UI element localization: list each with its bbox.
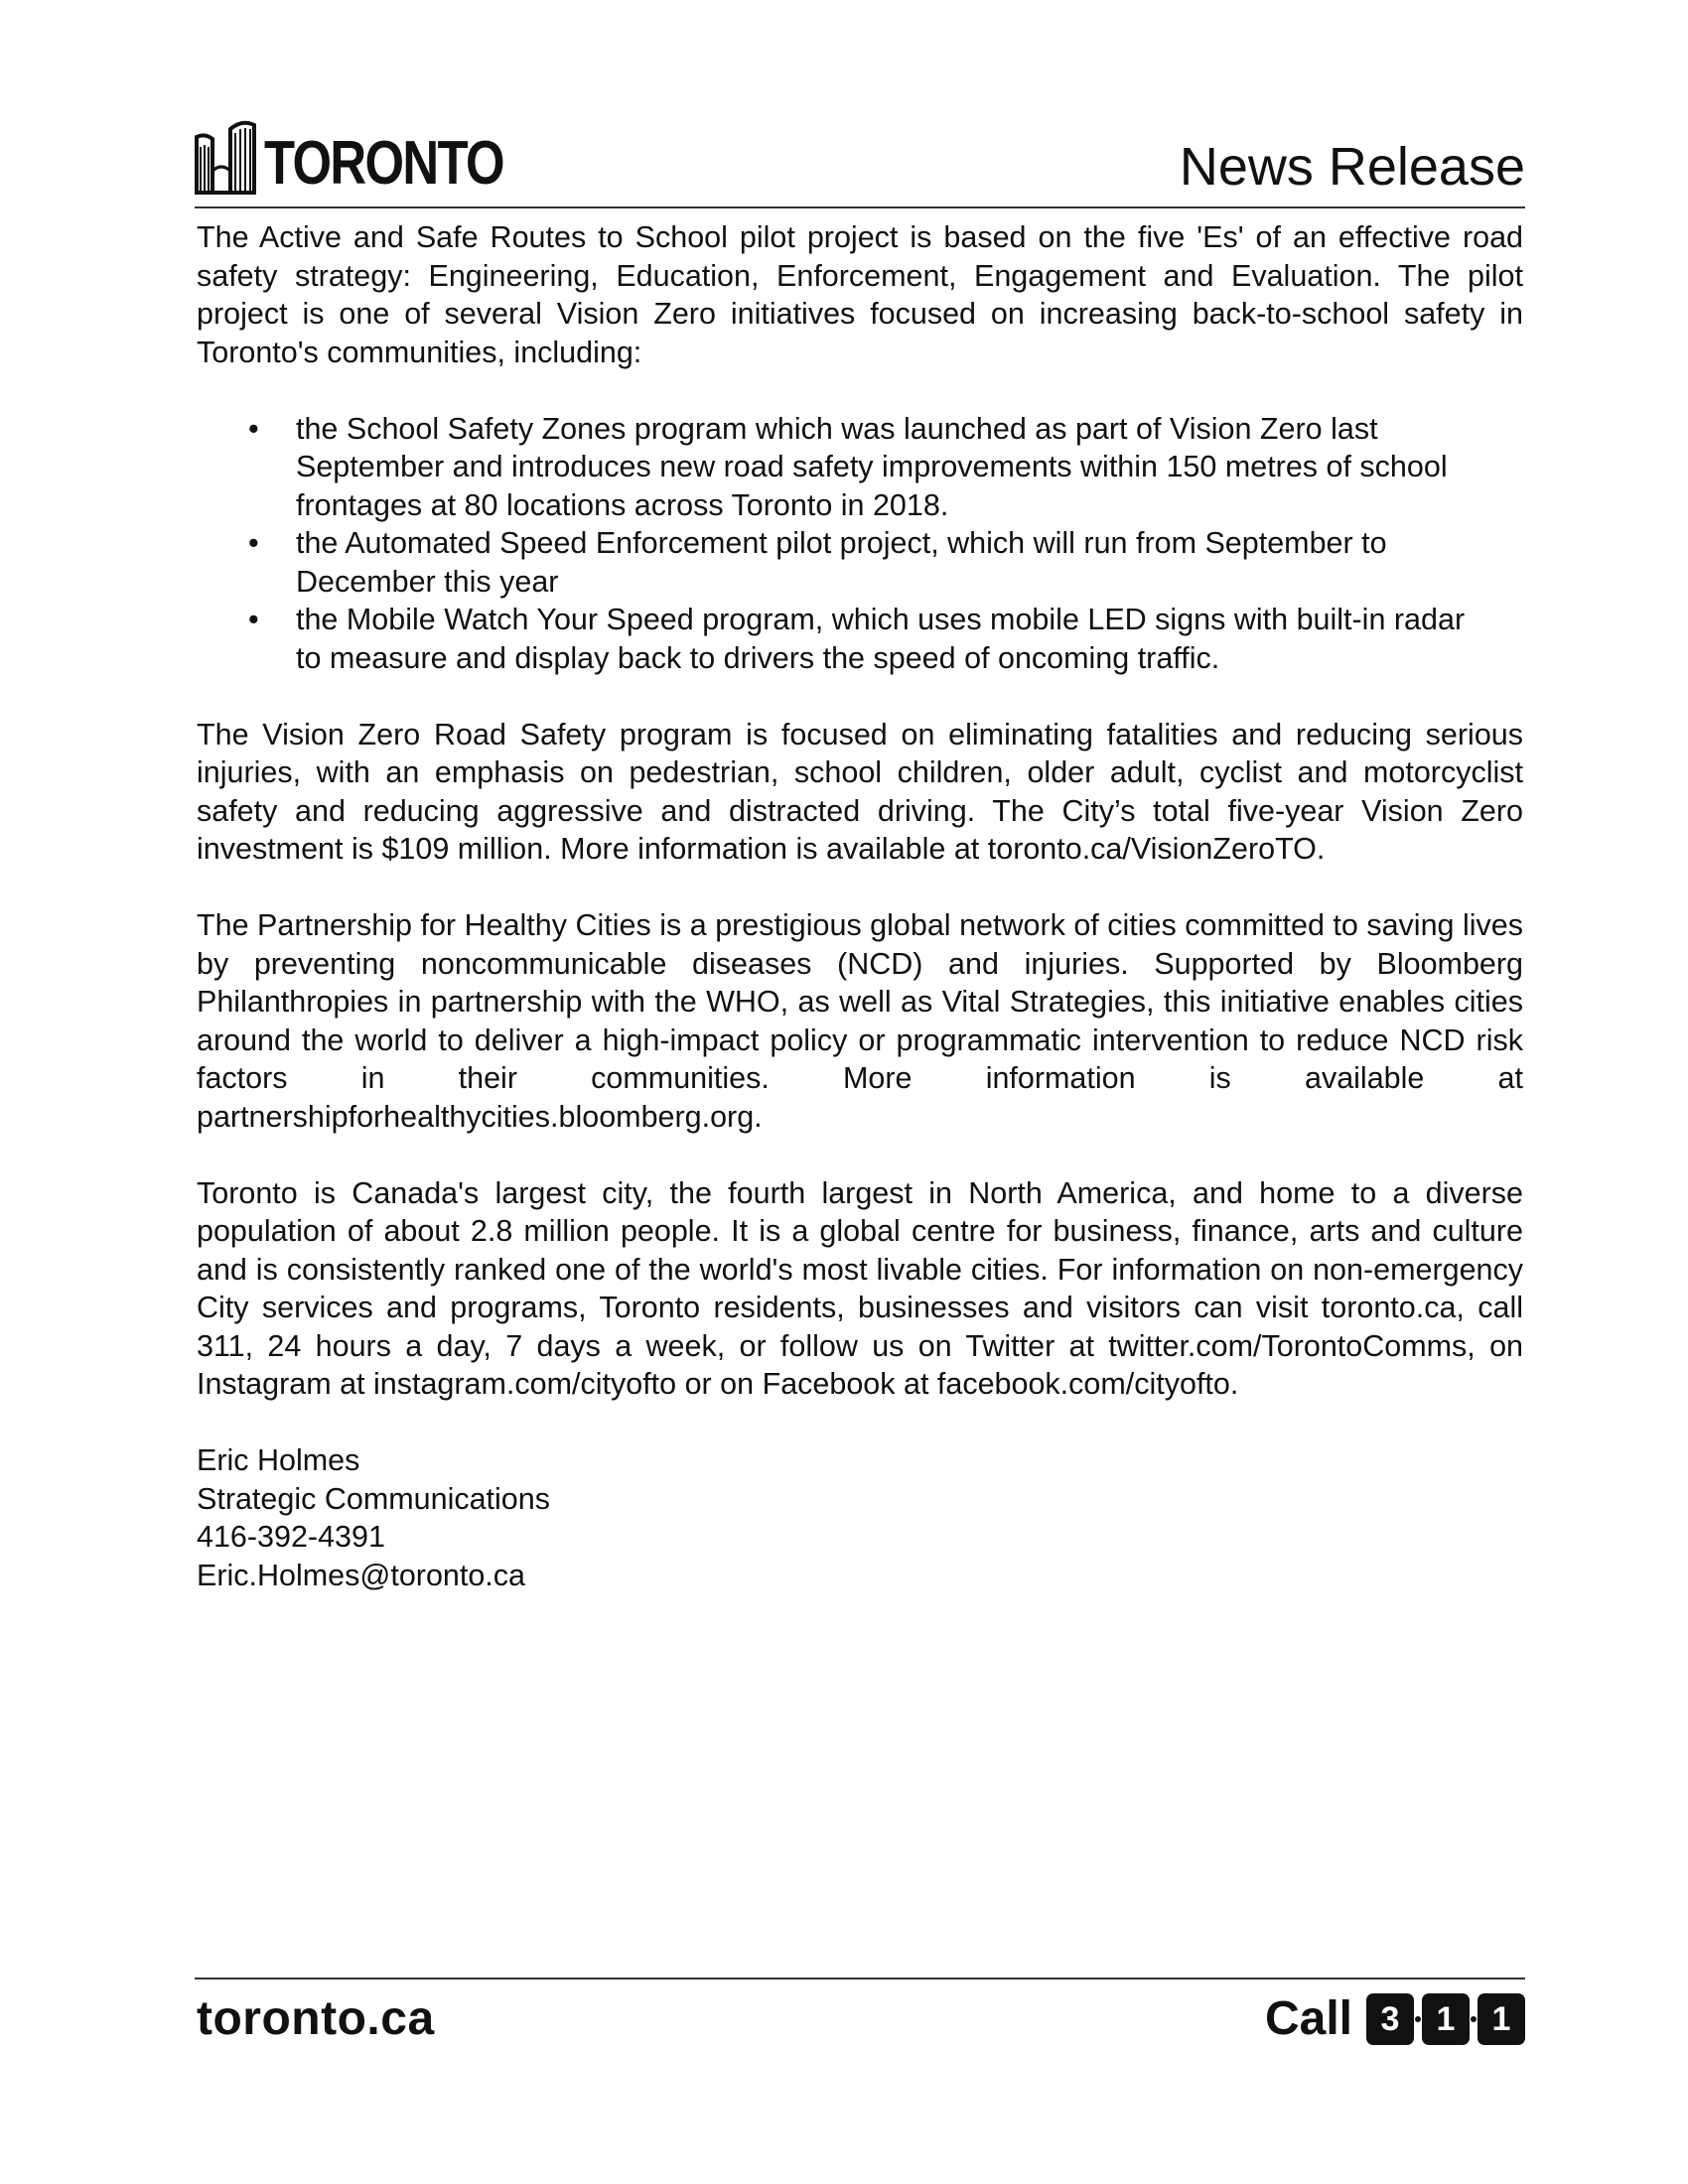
- bullet-icon: •: [248, 526, 259, 560]
- footer-website: toronto.ca: [197, 1992, 435, 2045]
- logo-wordmark: TORONTO: [264, 129, 503, 198]
- list-item: [248, 410, 1523, 525]
- list-item: [248, 524, 1523, 601]
- list-item-text: the School Safety Zones program which was launched as part of Vision Zero last September and introduces new road safety improvements within 150 metres of school frontages at 80 locations across Toronto in 2018.: [296, 411, 1448, 522]
- dot-separator: [1415, 2016, 1421, 2022]
- digit-tile: 1: [1422, 1993, 1470, 2045]
- release-body: [197, 218, 1523, 1594]
- intro-paragraph: The Active and Safe Routes to School pilot project is based on the five 'Es' of an effective road safety strategy: Engineering, Education, Enforcement, Engagement and Evaluation. The pilot project is one of several Vision Zero initiatives focused on increasing back-to-school safety in Toronto's communities, including:: [197, 220, 1523, 369]
- vision-zero-paragraph: The Vision Zero Road Safety program is focused on eliminating fatalities and reducing serious injuries, with an emphasis on pedestrian, school children, older adult, cyclist and motorcyclist safety and reducing aggressive and distracted driving. The City’s total five-year Vision Zero investment is $109 million. More information is available at toronto.ca/VisionZeroTO.: [197, 717, 1523, 866]
- about-toronto-paragraph: Toronto is Canada's largest city, the fourth largest in North America, and home to a diverse population of about 2.8 million people. It is a global centre for business, finance, arts and culture and is consistently ranked one of the world's most livable cities. For information on non-emergency City services and programs, Toronto residents, businesses and visitors can visit toronto.ca, call 311, 24 hours a day, 7 days a week, or follow us on Twitter at twitter.com/TorontoComms, on Instagram at instagram.com/cityofto or on Facebook at facebook.com/cityofto.: [197, 1175, 1523, 1401]
- call-311-badge: [1265, 1989, 1525, 2049]
- header-divider: [195, 206, 1525, 208]
- toronto-logo: [195, 105, 556, 198]
- list-item-text: the Automated Speed Enforcement pilot project, which will run from September to December this year: [296, 526, 1387, 599]
- bullet-icon: •: [248, 603, 259, 636]
- footer-divider: [195, 1978, 1525, 1979]
- contact-email: Eric.Holmes@toronto.ca: [197, 1558, 525, 1592]
- city-hall-icon: [195, 119, 256, 195]
- media-contact: [197, 1441, 1523, 1594]
- call-label: Call: [1264, 1992, 1352, 2045]
- bullet-icon: •: [248, 411, 259, 446]
- page-title: News Release: [1179, 137, 1525, 197]
- digit-tile: 1: [1477, 1993, 1525, 2045]
- digit-tile: 3: [1366, 1993, 1414, 2045]
- list-item-text: the Mobile Watch Your Speed program, which uses mobile LED signs with built-in radar to measure and display back to drivers the speed of oncoming traffic.: [296, 603, 1466, 675]
- contact-name: Eric Holmes: [197, 1443, 360, 1477]
- dot-separator: [1471, 2016, 1477, 2022]
- partnership-paragraph: The Partnership for Healthy Cities is a prestigious global network of cities committed to saving lives by preventing noncommunicable diseases (NCD) and injuries. Supported by Bloomberg Philanthropies in partnership with the WHO, as well as Vital Strategies, this initiative enables cities around the world to deliver a high-impact policy or programmatic intervention to reduce NCD risk factors in their communities. More information is available at partnershipforhealthycities.bloomberg.org.: [197, 908, 1523, 1134]
- contact-phone: 416-392-4391: [197, 1520, 385, 1554]
- initiatives-list: [197, 410, 1523, 678]
- list-item: [248, 601, 1523, 677]
- contact-department: Strategic Communications: [197, 1481, 550, 1516]
